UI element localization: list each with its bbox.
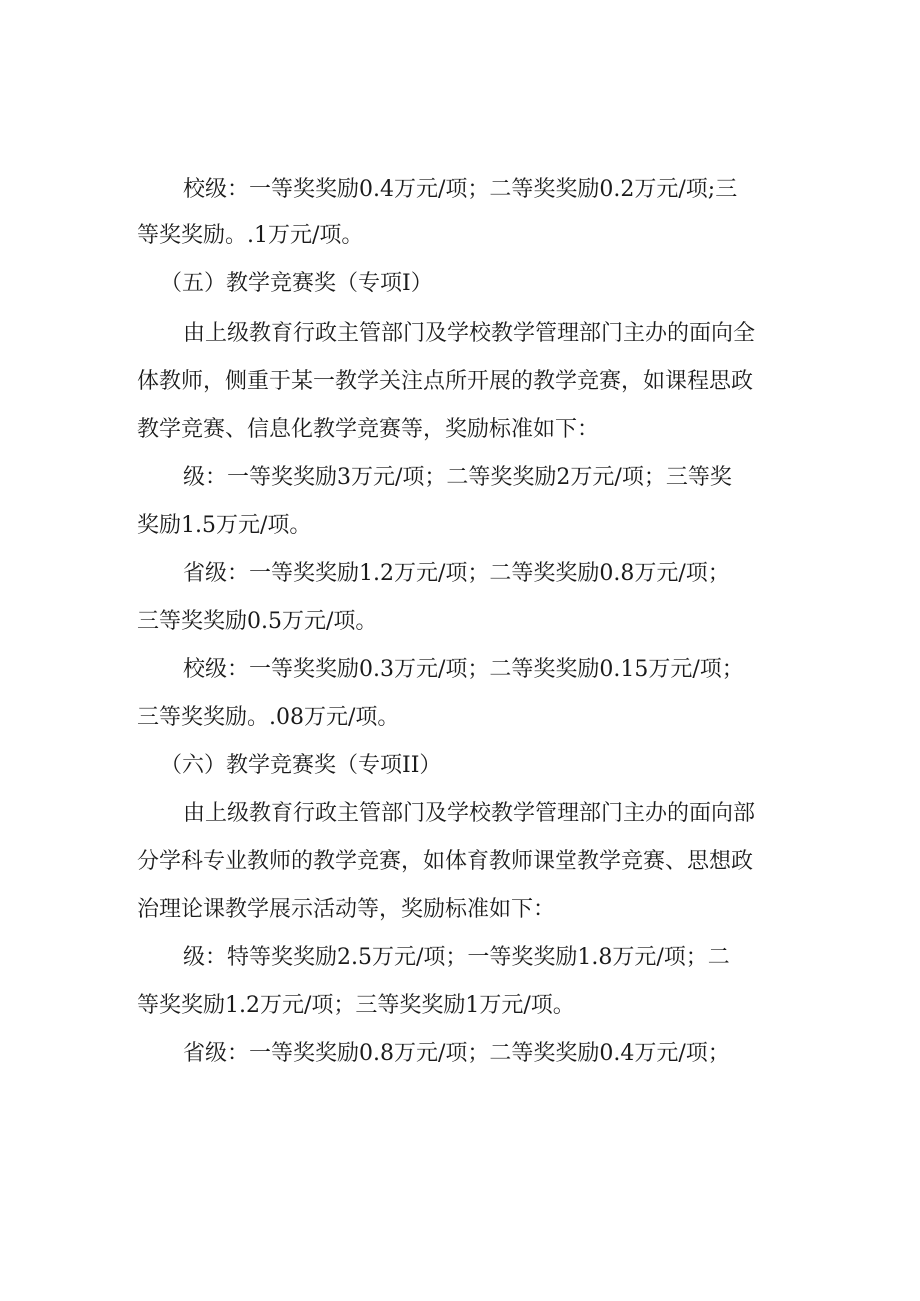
text-line: 奖励1.5万元/项。 bbox=[137, 513, 312, 538]
text-line: 体教师，侧重于某一教学关注点所开展的教学竞赛，如课程思政 bbox=[137, 369, 754, 394]
text-line: 由上级教育行政主管部门及学校教学管理部门主办的面向部 bbox=[183, 801, 756, 826]
text-line: 省级：一等奖奖励0.8万元/项；二等奖奖励0.4万元/项； bbox=[183, 1041, 730, 1066]
text-line: 等奖奖励。.1万元/项。 bbox=[137, 223, 364, 248]
text-line: 校级：一等奖奖励0.4万元/项；二等奖奖励0.2万元/项;三 bbox=[183, 177, 738, 202]
text-line: 等奖奖励1.2万元/项；三等奖奖励1万元/项。 bbox=[137, 993, 575, 1018]
text-line: 校级：一等奖奖励0.3万元/项；二等奖奖励0.15万元/项； bbox=[183, 657, 744, 682]
section-heading: （六）教学竞赛奖（专项II） bbox=[160, 753, 442, 778]
section-heading: （五）教学竞赛奖（专项I） bbox=[160, 271, 433, 296]
text-line: 级：特等奖奖励2.5万元/项；一等奖奖励1.8万元/项；二 bbox=[183, 945, 730, 970]
text-line: 由上级教育行政主管部门及学校教学管理部门主办的面向全 bbox=[183, 321, 756, 346]
text-line: 分学科专业教师的教学竞赛，如体育教师课堂教学竞赛、思想政 bbox=[137, 849, 754, 874]
text-line: 治理论课教学展示活动等，奖励标准如下： bbox=[137, 897, 556, 922]
text-line: 级：一等奖奖励3万元/项；二等奖奖励2万元/项；三等奖 bbox=[183, 465, 732, 490]
text-line: 教学竞赛、信息化教学竞赛等，奖励标准如下： bbox=[137, 417, 600, 442]
text-line: 三等奖奖励。.08万元/项。 bbox=[137, 705, 400, 730]
text-line: 三等奖奖励0.5万元/项。 bbox=[137, 609, 378, 634]
text-line: 省级：一等奖奖励1.2万元/项；二等奖奖励0.8万元/项； bbox=[183, 561, 730, 586]
